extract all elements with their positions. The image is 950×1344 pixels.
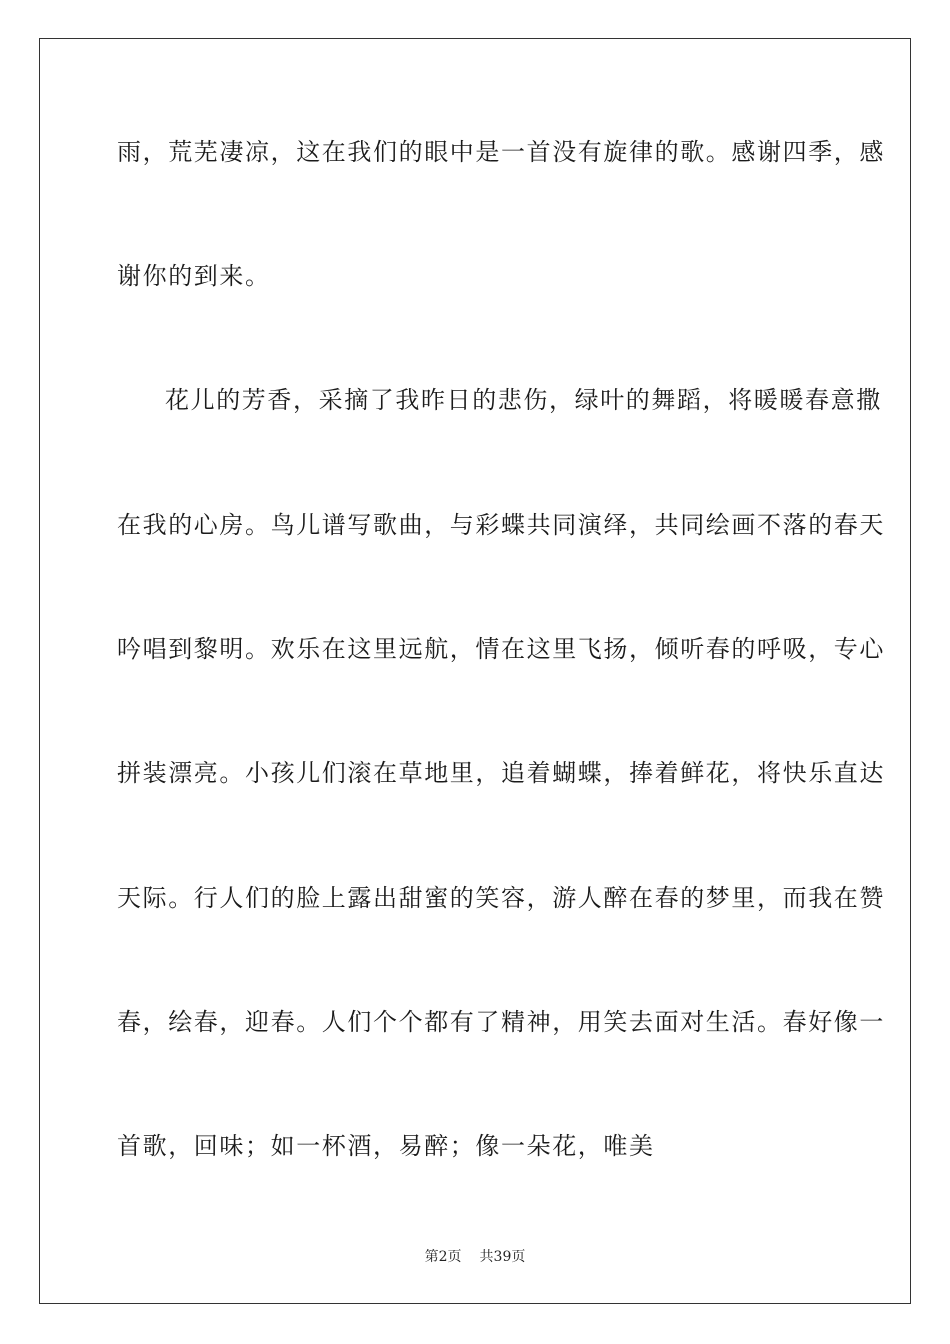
- page-border: [39, 38, 911, 1304]
- paragraph-line-6: 拼装漂亮。小孩儿们滚在草地里，追着蝴蝶，捧着鲜花，将快乐直达: [117, 759, 885, 787]
- paragraph-line-8: 春，绘春，迎春。人们个个都有了精神，用笑去面对生活。春好像一: [117, 1008, 885, 1036]
- page-total: 共39页: [479, 1249, 526, 1265]
- paragraph-line-4: 在我的心房。鸟儿谱写歌曲，与彩蝶共同演绎，共同绘画不落的春天: [117, 511, 885, 539]
- paragraph-line-1: 雨，荒芜凄凉，这在我们的眼中是一首没有旋律的歌。感谢四季，感: [117, 138, 885, 166]
- paragraph-line-5: 吟唱到黎明。欢乐在这里远航，情在这里飞扬，倾听春的呼吸，专心: [117, 635, 885, 663]
- page-footer: [0, 1248, 950, 1266]
- page-number: 第2页: [424, 1249, 462, 1265]
- paragraph-line-2: 谢你的到来。: [117, 262, 271, 290]
- paragraph-line-3: 花儿的芳香，采摘了我昨日的悲伤，绿叶的舞蹈，将暖暖春意撒: [165, 386, 882, 414]
- paragraph-line-9: 首歌，回味；如一杯酒，易醉；像一朵花，唯美: [117, 1132, 655, 1160]
- paragraph-line-7: 天际。行人们的脸上露出甜蜜的笑容，游人醉在春的梦里，而我在赞: [117, 884, 885, 912]
